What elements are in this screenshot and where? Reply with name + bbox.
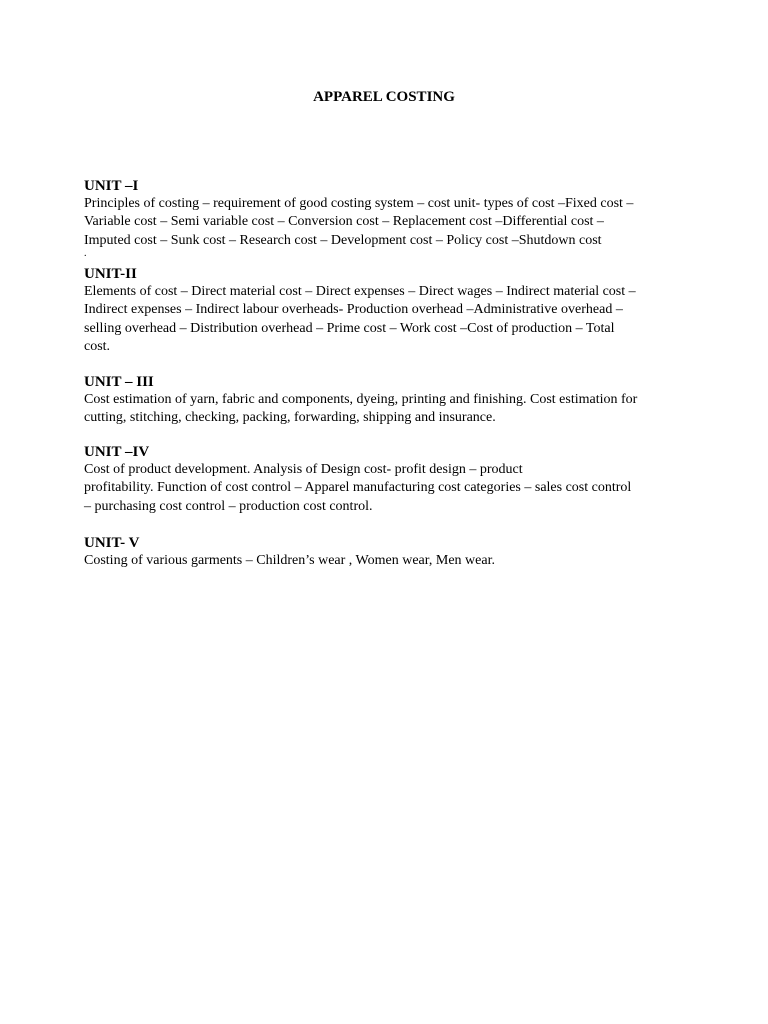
unit-heading: UNIT –I: [84, 178, 139, 194]
unit-body: [84, 391, 684, 428]
text-line: – purchasing cost control – production cost control.: [84, 498, 373, 514]
unit-section-1: [84, 177, 684, 258]
document-title: APPAREL COSTING: [313, 89, 455, 105]
text-line: Variable cost – Semi variable cost – Conversion cost – Replacement cost –Differential cost –: [84, 214, 604, 230]
unit-body: [84, 461, 684, 516]
unit-body: [84, 195, 684, 258]
unit-body: [84, 552, 684, 570]
text-line: Costing of various garments – Children’s wear , Women wear, Men wear.: [84, 553, 495, 568]
text-line: selling overhead – Distribution overhead – Prime cost – Work cost –Cost of production – Total: [84, 320, 615, 336]
unit-heading: UNIT-II: [84, 266, 137, 282]
text-line: Imputed cost – Sunk cost – Research cost – Development cost – Policy cost –Shutdown cost: [84, 232, 602, 248]
text-line: cost.: [84, 339, 111, 355]
text-line: Indirect expenses – Indirect labour overheads- Production overhead –Administrative overhead –: [84, 302, 623, 318]
unit-section-4: [84, 443, 684, 516]
unit-section-3: [84, 373, 684, 428]
unit-heading: UNIT – III: [84, 374, 154, 390]
text-line: Cost of product development. Analysis of Design cost- profit design – product: [84, 462, 523, 477]
unit-heading: UNIT- V: [84, 535, 140, 551]
unit-body: [84, 283, 684, 357]
unit-heading: UNIT –IV: [84, 444, 150, 460]
text-line: Principles of costing – requirement of good costing system – cost unit- types of cost –Fixed cost –: [84, 196, 634, 211]
text-line: Elements of cost – Direct material cost – Direct expenses – Direct wages – Indirect material cost –: [84, 284, 636, 299]
text-line: profitability. Function of cost control – Apparel manufacturing cost categories – sales cost control: [84, 480, 632, 496]
text-line: Cost estimation of yarn, fabric and components, dyeing, printing and finishing. Cost estimation for: [84, 392, 638, 407]
text-line: cutting, stitching, checking, packing, forwarding, shipping and insurance.: [84, 410, 496, 426]
unit-section-5: [84, 534, 684, 570]
unit-section-2: [84, 265, 684, 357]
trailing-period: .: [84, 248, 87, 260]
